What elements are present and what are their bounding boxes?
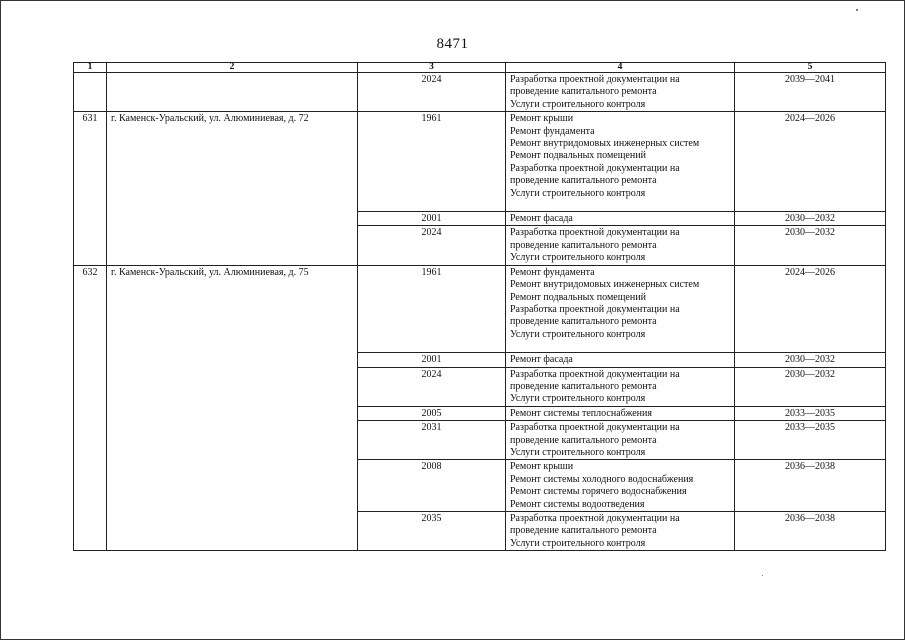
year-cell: 1961 xyxy=(358,112,506,212)
year-cell: 2008 xyxy=(358,460,506,512)
column-header: 5 xyxy=(735,63,886,73)
year-cell: 2005 xyxy=(358,406,506,420)
row-number-cell: 632 xyxy=(74,265,107,551)
work-item: Ремонт системы теплоснабжения xyxy=(510,407,652,419)
year-cell: 2024 xyxy=(358,226,506,265)
work-item: Ремонт фасада xyxy=(510,354,573,366)
period-cell: 2036—2038 xyxy=(735,512,886,551)
work-item: Разработка проектной документации на xyxy=(510,74,680,85)
work-item: проведение капитального ремонта xyxy=(510,380,657,392)
table-row xyxy=(74,265,886,352)
work-item: проведение капитального ремонта xyxy=(510,525,657,537)
work-item: Ремонт фундамента xyxy=(510,266,595,278)
work-item: Ремонт системы холодного водоснабжения xyxy=(510,473,694,485)
address-cell: г. Каменск-Уральский, ул. Алюминиевая, д. 72 xyxy=(107,112,358,265)
work-item: Услуги строительного контроля xyxy=(510,187,646,199)
works-cell xyxy=(506,112,735,212)
period-cell: 2033—2035 xyxy=(735,406,886,420)
works-cell xyxy=(506,512,735,551)
work-item: Услуги строительного контроля xyxy=(510,252,646,264)
work-item: проведение капитального ремонта xyxy=(510,239,657,251)
column-header: 3 xyxy=(358,63,506,73)
work-item: проведение капитального ремонта xyxy=(510,316,657,328)
work-item: Услуги строительного контроля xyxy=(510,98,646,110)
work-item: Услуги строительного контроля xyxy=(510,446,646,458)
column-number-row xyxy=(74,63,886,73)
works-cell xyxy=(506,406,735,420)
work-item: Разработка проектной документации на xyxy=(510,368,680,380)
work-item: Разработка проектной документации на xyxy=(510,162,680,174)
work-item: Ремонт подвальных помещений xyxy=(510,150,646,162)
work-item: Ремонт внутридомовых инженерных систем xyxy=(510,279,700,291)
work-item: Ремонт крыши xyxy=(510,113,574,125)
work-item: Разработка проектной документации на xyxy=(510,227,680,239)
year-cell: 2024 xyxy=(358,367,506,406)
work-item: проведение капитального ремонта xyxy=(510,86,657,98)
work-item: проведение капитального ремонта xyxy=(510,175,657,187)
year-cell: 2001 xyxy=(358,353,506,367)
table-row xyxy=(74,73,886,112)
period-cell: 2030—2032 xyxy=(735,367,886,406)
period-cell: 2036—2038 xyxy=(735,460,886,512)
year-cell: 2024 xyxy=(358,73,506,112)
year-cell: 1961 xyxy=(358,265,506,352)
works-cell xyxy=(506,421,735,460)
period-cell: 2030—2032 xyxy=(735,226,886,265)
repair-schedule-table xyxy=(73,62,886,551)
work-item: Разработка проектной документации на xyxy=(510,513,680,524)
row-number-cell xyxy=(74,73,107,112)
works-cell xyxy=(506,73,735,112)
period-cell: 2033—2035 xyxy=(735,421,886,460)
address-cell xyxy=(107,73,358,112)
works-cell xyxy=(506,367,735,406)
work-item: Разработка проектной документации на xyxy=(510,422,680,434)
scan-speck xyxy=(762,575,763,576)
column-header: 2 xyxy=(107,63,358,73)
page-number: 8471 xyxy=(436,36,469,52)
work-item: Ремонт фундамента xyxy=(510,125,595,137)
work-item: Услуги строительного контроля xyxy=(510,537,646,549)
table-row xyxy=(74,112,886,212)
works-cell xyxy=(506,212,735,226)
work-item: Ремонт системы горячего водоснабжения xyxy=(510,486,687,498)
works-cell xyxy=(506,226,735,265)
work-item: Ремонт системы водоотведения xyxy=(510,498,645,510)
column-header: 1 xyxy=(74,63,107,73)
period-cell: 2024—2026 xyxy=(735,112,886,212)
period-cell: 2030—2032 xyxy=(735,212,886,226)
works-cell xyxy=(506,265,735,352)
work-item: Услуги строительного контроля xyxy=(510,393,646,405)
work-item: Ремонт крыши xyxy=(510,461,574,473)
scan-speck xyxy=(856,9,858,11)
work-item: Услуги строительного контроля xyxy=(510,328,646,340)
table-body xyxy=(74,73,886,551)
work-item: проведение капитального ремонта xyxy=(510,434,657,446)
year-cell: 2001 xyxy=(358,212,506,226)
period-cell: 2024—2026 xyxy=(735,265,886,352)
work-item: Разработка проектной документации на xyxy=(510,303,680,315)
year-cell: 2031 xyxy=(358,421,506,460)
period-cell: 2030—2032 xyxy=(735,353,886,367)
address-cell: г. Каменск-Уральский, ул. Алюминиевая, д. 75 xyxy=(107,265,358,551)
works-cell xyxy=(506,353,735,367)
row-number-cell: 631 xyxy=(74,112,107,265)
work-item: Ремонт внутридомовых инженерных систем xyxy=(510,138,700,150)
works-cell xyxy=(506,460,735,512)
work-item: Ремонт подвальных помещений xyxy=(510,291,646,303)
period-cell: 2039—2041 xyxy=(735,73,886,112)
year-cell: 2035 xyxy=(358,512,506,551)
work-item: Ремонт фасада xyxy=(510,213,573,225)
column-header: 4 xyxy=(506,63,735,73)
